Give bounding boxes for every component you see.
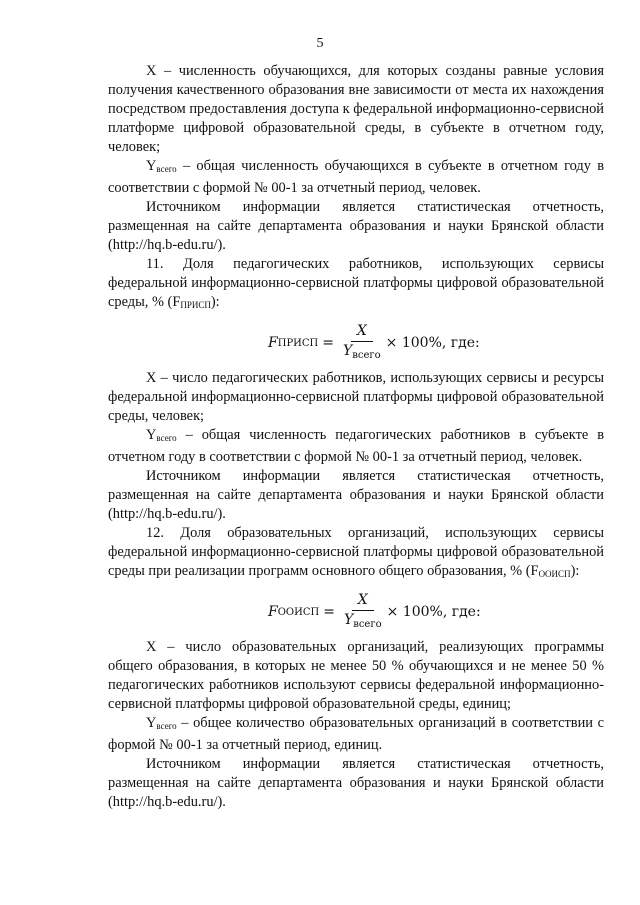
y-definition-text: – общее количество образовательных организаций в соответствии с формой № 00-1 за отчетный период, единиц. xyxy=(108,715,604,753)
formula-f-symbol: F xyxy=(268,604,278,620)
formula-denominator xyxy=(343,342,381,364)
paragraph-x-definition-2: X – число педагогических работников, использующих сервисы и ресурсы федеральной информационно-сервисной платформы цифровой образовательной среды, человек; xyxy=(108,370,604,424)
y-subscript: всего xyxy=(156,721,177,731)
formula-f-subscript: ПРИСП xyxy=(277,338,319,349)
y-subscript: всего xyxy=(156,433,177,443)
paragraph-y-definition-1 xyxy=(108,157,604,198)
paragraph-x-definition-1: X – численность обучающихся, для которых созданы равные условия получения качественного образования вне зависимости от места их нахождения посредством предоставления доступа к федеральной информационно-сервисной платформе цифровой образовательной среды, в субъекте в отчетном году, человек; xyxy=(108,63,604,155)
paragraph-indicator-12 xyxy=(108,524,604,584)
paragraph-y-definition-2 xyxy=(108,426,604,467)
formula-equals: = xyxy=(322,335,334,351)
denominator-symbol: Y xyxy=(343,343,353,359)
indicator-12-end: ): xyxy=(570,563,580,579)
y-symbol: Y xyxy=(146,158,157,174)
paragraph-source-2: Источником информации является статистическая отчетность, размещенная на сайте департамента образования и науки Брянской области (http://hq.b-edu.ru/). xyxy=(108,468,604,522)
denominator-symbol: Y xyxy=(343,612,354,628)
paragraph-source-1: Источником информации является статистическая отчетность, размещенная на сайте департамента образования и науки Брянской области (http://hq.b-edu.ru/). xyxy=(108,199,604,253)
indicator-12-text: 12. Доля образовательных организаций, использующих сервисы федеральной информационно-сервисной платформы цифровой образовательной среды при реализации программ основного общего образования, % (F xyxy=(108,525,604,579)
formula-f-subscript: ООИСП xyxy=(277,607,320,618)
paragraph-source-3: Источником информации является статистическая отчетность, размещенная на сайте департамента образования и науки Брянской области (http://hq.b-edu.ru/). xyxy=(108,756,604,810)
formula-numerator: X xyxy=(351,323,373,342)
paragraph-indicator-11 xyxy=(108,255,604,315)
page-number: 5 xyxy=(316,36,324,51)
formula-prisp xyxy=(108,315,604,369)
y-definition-text: – общая численность обучающихся в субъекте в отчетном году в соответствии с формой № 00-1 за отчетный период, человек. xyxy=(108,158,604,196)
formula-fraction xyxy=(344,592,382,633)
denominator-subscript: всего xyxy=(353,619,382,630)
document-body xyxy=(108,62,604,812)
formula-fraction xyxy=(343,323,381,364)
y-symbol: Y xyxy=(146,427,157,443)
formula-tail: × 100%, где: xyxy=(386,604,481,620)
formula-numerator: X xyxy=(352,592,374,611)
y-subscript: всего xyxy=(156,164,177,174)
paragraph-x-definition-3: X – число образовательных организаций, реализующих программы общего образования, в которых не менее 50 % обучающихся и не менее 50 % педагогических работников используют сервисы федеральной информационно-сервисной платформы цифровой образовательной среды, единиц; xyxy=(108,639,604,712)
indicator-11-text: 11. Доля педагогических работников, использующих сервисы федеральной информационно-сервисной платформы цифровой образовательной среды, % (F xyxy=(108,256,604,310)
formula-equals: = xyxy=(323,604,335,620)
denominator-subscript: всего xyxy=(352,350,381,361)
formula-tail: × 100%, где: xyxy=(385,335,480,351)
indicator-12-subscript: ООИСП xyxy=(538,569,571,579)
y-symbol: Y xyxy=(146,715,157,731)
indicator-11-subscript: ПРИСП xyxy=(180,300,211,310)
formula-f-symbol: F xyxy=(268,335,278,351)
paragraph-y-definition-3 xyxy=(108,714,604,755)
y-definition-text: – общая численность педагогических работников в субъекте в отчетном году в соответствии с формой № 00-1 за отчетный период, человек. xyxy=(108,427,604,465)
indicator-11-end: ): xyxy=(210,294,220,310)
formula-denominator xyxy=(344,611,382,633)
formula-ooisp xyxy=(108,584,604,638)
